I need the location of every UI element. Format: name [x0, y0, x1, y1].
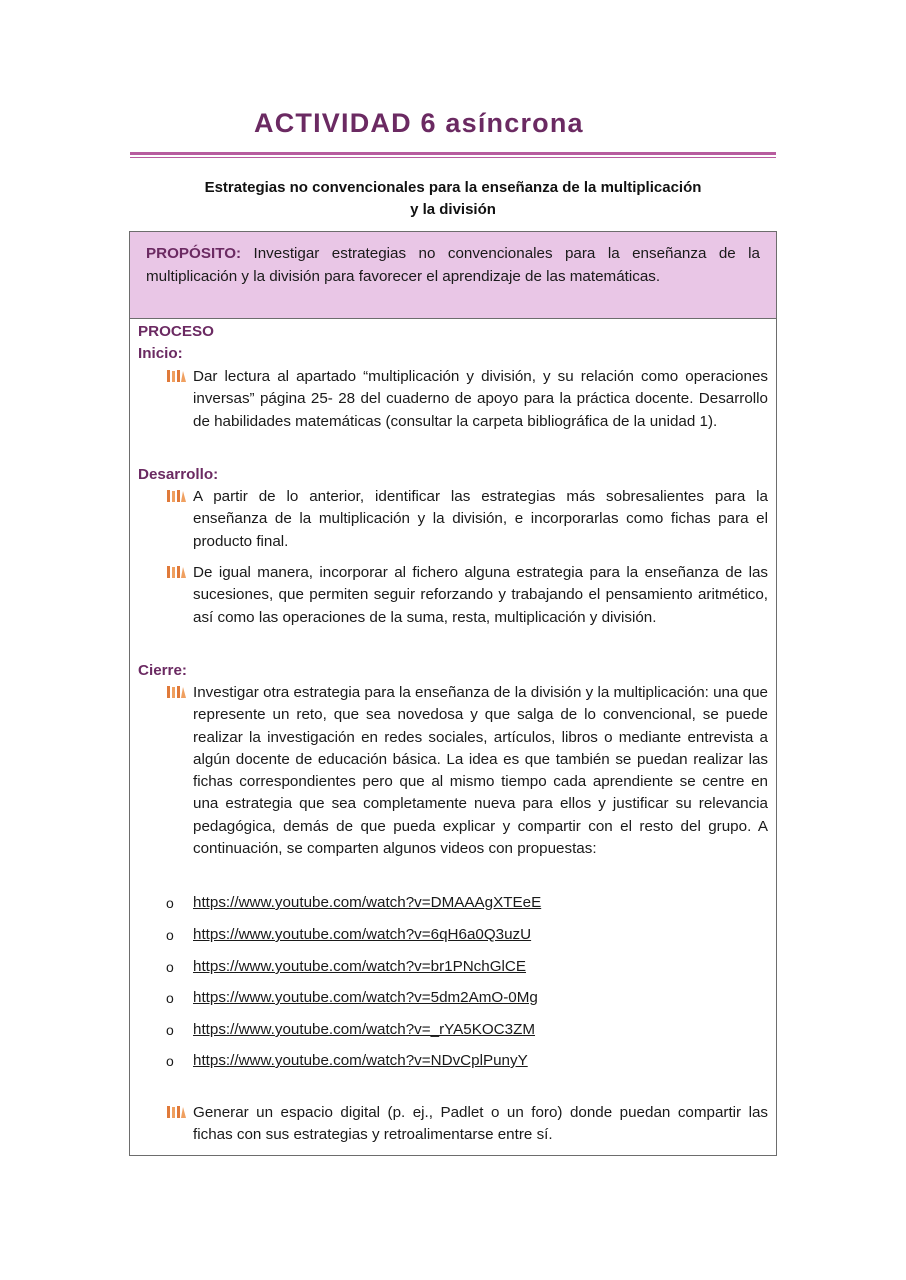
video-link-2[interactable]: https://www.youtube.com/watch?v=6qH6a0Q3uzU — [193, 926, 532, 943]
book-bullet-icon — [166, 489, 186, 503]
video-link-5[interactable]: https://www.youtube.com/watch?v=_rYA5KOC3ZM — [193, 1021, 535, 1038]
title-rule-thick — [130, 152, 776, 155]
book-bullet-icon — [166, 565, 186, 579]
activity-box — [129, 231, 777, 1156]
video-link-6[interactable]: https://www.youtube.com/watch?v=NDvCplPunyY — [193, 1052, 528, 1069]
video-link-3[interactable]: https://www.youtube.com/watch?v=br1PNchGlCE — [193, 958, 527, 975]
cierre-item-text: Investigar otra estrategia para la enseñanza de la división y la multiplicación: una que represente un reto, que sea novedosa y que salga de lo convencional, se puede realizar la investigación en redes sociales, artículos, libros o mediante entrevista a algún docente de educación básica. La idea es que también se puedan realizar las fichas correspondientes pero que al mismo tiempo cada aprendiente se centre en una estrategia que sea completamente nueva para ellos y justificar su relevancia pedagógica, demás de que pueda explicar y compartir con el resto del grupo. A continuación, se comparten algunos videos con propuestas: — [193, 684, 768, 858]
inicio-label: Inicio: — [138, 345, 183, 362]
cierre-final-item-text: Generar un espacio digital (p. ej., Padlet o un foro) donde puedan compartir las fichas con sus estrategias y retroalimentarse entre sí. — [193, 1104, 768, 1144]
subtitle — [130, 177, 776, 221]
video-link-item — [166, 892, 769, 914]
subtitle-line-1: Estrategias no convencionales para la enseñanza de la multiplicación — [204, 179, 702, 196]
process-heading: PROCESO — [138, 323, 214, 340]
video-link-item — [166, 956, 769, 978]
circle-bullet-icon: o — [166, 959, 174, 975]
circle-bullet-icon: o — [166, 1053, 174, 1069]
circle-bullet-icon: o — [166, 927, 174, 943]
video-link-1[interactable]: https://www.youtube.com/watch?v=DMAAAgXTEeE — [193, 894, 542, 911]
video-link-item — [166, 987, 769, 1009]
circle-bullet-icon: o — [166, 895, 174, 911]
video-link-item — [166, 1019, 769, 1041]
title-rule-thin — [130, 157, 776, 158]
subtitle-line-2: y la división — [410, 201, 496, 218]
desarrollo-item-2-text: De igual manera, incorporar al fichero alguna estrategia para la enseñanza de las sucesiones, que permiten seguir reforzando y trabajando el pensamiento aritmético, así como las operaciones de la suma, resta, multiplicación y división. — [193, 564, 768, 626]
cierre-label: Cierre: — [138, 662, 187, 679]
page-title: ACTIVIDAD 6 asíncrona — [254, 108, 584, 138]
video-link-item — [166, 1050, 769, 1072]
inicio-item-text: Dar lectura al apartado “multiplicación y división, y su relación como operaciones inversas” página 25- 28 del cuaderno de apoyo para la práctica docente. Desarrollo de habilidades matemáticas (consultar la carpeta bibliográfica de la unidad 1). — [193, 368, 768, 430]
desarrollo-label: Desarrollo: — [138, 466, 219, 483]
book-bullet-icon — [166, 369, 186, 383]
circle-bullet-icon: o — [166, 1022, 174, 1038]
book-bullet-icon — [166, 685, 186, 699]
purpose-panel — [130, 232, 776, 319]
video-link-4[interactable]: https://www.youtube.com/watch?v=5dm2AmO-0Mg — [193, 989, 538, 1006]
purpose-label: PROPÓSITO: — [146, 245, 242, 262]
circle-bullet-icon: o — [166, 990, 174, 1006]
purpose-text: Investigar estrategias no convencionales para la enseñanza de la multiplicación y la división para favorecer el aprendizaje de las matemáticas. — [146, 245, 760, 285]
desarrollo-item-1-text: A partir de lo anterior, identificar las estrategias más sobresalientes para la enseñanza de la multiplicación y la división, e incorporarlas como fichas para el producto final. — [193, 488, 768, 550]
video-link-item — [166, 924, 769, 946]
book-bullet-icon — [166, 1105, 186, 1119]
